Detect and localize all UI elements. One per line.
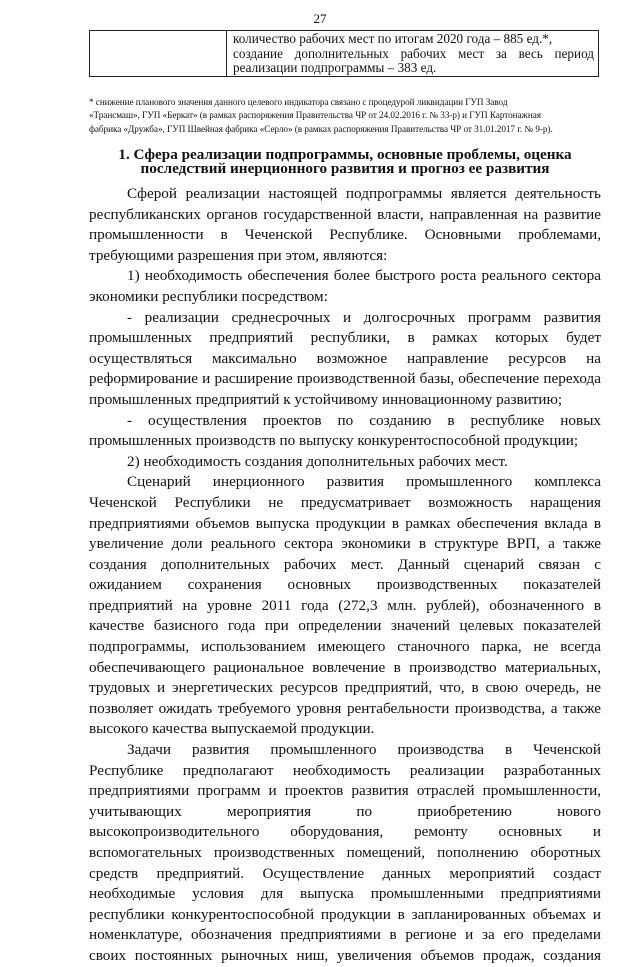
footnote <box>89 96 601 136</box>
body-line: промышленности в Чеченской Республике. Основными проблемами, <box>89 226 601 244</box>
table-cell-line: создание дополнительных рабочих мест за весь период <box>233 45 594 61</box>
table-cell-empty <box>90 31 227 77</box>
body-line: реформирование и расширение производственной базы, обеспечение перехода <box>89 370 601 388</box>
body-line: Сценарий инерционного развития промышленного комплекса <box>127 473 601 491</box>
body-line: подпрограммы, использованием имеющего станочного парка, не всегда <box>89 638 601 656</box>
body-line: высокого качества выпускаемой продукции. <box>89 720 375 738</box>
body-line: - реализации среднесрочных и долгосрочных программ развития <box>127 308 601 326</box>
footnote-line: фабрика «Дружба», ГУП Швейная фабрика «Серло» (в рамках распоряжения Правительства ЧР от 31.01.2017 г. № 9-р). <box>89 123 553 134</box>
body-line: экономики республики посредством: <box>89 287 328 305</box>
body-line: республики конкурентоспособной продукции в запланированных объемах и <box>89 905 601 923</box>
body-line: Задачи развития промышленного производства в Чеченской <box>127 741 601 759</box>
body-line: предприятиями объемов выпуска продукции в рамках обеспечения вклада в <box>89 514 601 532</box>
body-line: создания дополнительных рабочих мест. Данный сценарий связан с <box>89 555 601 573</box>
body-line: промышленных предприятий к устойчивому инновационному развитию; <box>89 390 563 408</box>
body-line: промышленных производств по выпуску конкурентоспособной продукции; <box>89 432 579 450</box>
section-title <box>89 148 601 177</box>
body-line: высокопроизводительного оборудования, ремонту основных и <box>89 823 601 841</box>
body-line: 2) необходимость создания дополнительных рабочих мест. <box>127 452 508 470</box>
body-text <box>89 184 601 967</box>
body-line: вспомогательных производственных помещений, пополнению оборотных <box>89 844 601 861</box>
body-line: предприятиями программ и проектов развития отраслей промышленности, <box>89 782 601 800</box>
table-cell-line: количество рабочих мест по итогам 2020 года – 885 ед.*, <box>233 31 553 46</box>
footnote-line: «Трансмаш», ГУП «Беркат» (в рамках распоряжения Правительства ЧР от 24.02.2016 г. № 33-р) и ГУП Картонажная <box>89 110 541 121</box>
body-line: Республике предполагают необходимость реализации разработанных <box>89 761 601 779</box>
body-line: учитывающих мероприятия по приобретению нового <box>89 802 601 820</box>
body-line: республиканских органов государственной власти, направленная на развитие <box>89 205 601 223</box>
body-line: увеличение доли реального сектора экономики в структуре ВРП, а также <box>89 535 601 553</box>
body-line: средств предприятий. Осуществление данных мероприятий создаст <box>89 864 601 882</box>
footnote-line: * снижение планового значения данного целевого индикатора связано с процедурой ликвидации ГУП Завод <box>89 97 508 107</box>
body-line: Сферой реализации настоящей подпрограммы является деятельность <box>127 185 601 202</box>
body-line: позволяет ожидать требуемого уровня рентабельности производства, а также <box>89 699 601 717</box>
body-line: качестве базисного года при определении значений целевых показателей <box>89 617 601 635</box>
page-number: 27 <box>313 11 327 26</box>
body-line: 1) необходимость обеспечения более быстрого роста реального сектора <box>127 267 601 285</box>
table-cell-indicators <box>227 31 599 77</box>
table-row <box>90 31 599 77</box>
body-line: необходимые условия для выпуска промышленными предприятиями <box>89 885 601 903</box>
body-line: ожиданием сохранения основных производственных показателей <box>89 576 601 594</box>
body-line: предприятий на уровне 2011 года (272,3 млн. рублей), обозначенного в <box>89 596 601 614</box>
body-line: номенклатуре, обозначения предприятиями в регионе и за его пределами <box>89 926 601 944</box>
body-line: - осуществления проектов по созданию в республике новых <box>127 411 601 429</box>
table-cell-line: реализации подпрограммы – 383 ед. <box>233 60 437 76</box>
body-line: обеспечивающего рациональное вовлечение в производство материальных, <box>89 658 601 676</box>
body-line: промышленных предприятий республики, в рамках которых будет <box>89 329 601 347</box>
body-line: трудовых и энергетических ресурсов предприятий, что, в свою очередь, не <box>89 679 601 697</box>
section-title-line: 1. Сфера реализации подпрограммы, основные проблемы, оценка <box>118 146 572 163</box>
body-line: Чеченской Республики не предусматривает возможность наращения <box>89 493 601 511</box>
body-line: требующими разрешения при этом, являются: <box>89 246 388 264</box>
body-line: своих постоянных рыночных ниш, увеличения объемов продаж, создания <box>89 946 601 964</box>
body-line: осуществляться максимально возможное направление ресурсов на <box>89 349 601 367</box>
section-title-line: последствий инерционного развития и прогноз ее развития <box>140 160 550 178</box>
indicator-table <box>89 30 599 77</box>
